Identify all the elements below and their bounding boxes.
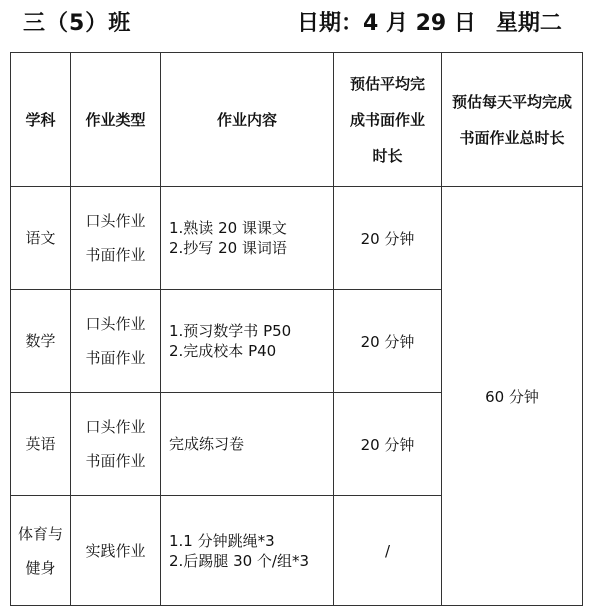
page-header [0, 6, 590, 36]
type-text: 书面作业 [85, 246, 146, 264]
subject-text: 语文 [25, 229, 56, 247]
header-content: 作业内容 [161, 53, 334, 187]
total-time-cell: 60 分钟 [442, 187, 583, 606]
subject-text: 体育与 [17, 524, 63, 543]
table-header-row [11, 53, 583, 187]
content-text: 完成练习卷 [169, 435, 245, 453]
content-text: 1.1 分钟跳绳*3 [169, 531, 275, 550]
header-est-time-line: 预估平均完 [349, 74, 425, 93]
header-est-total-line: 预估每天平均完成 [451, 92, 572, 111]
header-est-time-line: 时长 [372, 146, 403, 165]
type-cell [71, 187, 161, 290]
time-cell: 20 分钟 [334, 187, 442, 290]
time-cell: / [334, 496, 442, 606]
header-est-total [442, 53, 583, 187]
type-text: 实践作业 [85, 541, 146, 560]
type-text: 书面作业 [85, 349, 146, 367]
type-text: 口头作业 [85, 212, 146, 230]
subject-cell [11, 393, 71, 496]
type-text: 书面作业 [85, 452, 146, 470]
content-text: 2.抄写 20 课词语 [169, 239, 287, 257]
header-est-total-line: 书面作业总时长 [459, 128, 565, 147]
type-cell [71, 393, 161, 496]
subject-cell [11, 496, 71, 606]
subject-text: 健身 [25, 558, 56, 577]
subject-cell [11, 290, 71, 393]
subject-text: 英语 [25, 435, 56, 453]
type-text: 口头作业 [85, 418, 146, 436]
content-text: 2.后踢腿 30 个/组*3 [169, 551, 310, 570]
content-cell [161, 496, 334, 606]
time-cell: 20 分钟 [334, 393, 442, 496]
time-cell: 20 分钟 [334, 290, 442, 393]
date-block [297, 6, 562, 37]
content-text: 2.完成校本 P40 [169, 342, 277, 360]
subject-cell [11, 187, 71, 290]
homework-table [10, 52, 583, 606]
content-text: 1.熟读 20 课课文 [169, 219, 287, 237]
type-text: 口头作业 [85, 315, 146, 333]
subject-text: 数学 [25, 332, 56, 350]
header-type: 作业类型 [71, 53, 161, 187]
weekday-text: 星期二 [495, 11, 562, 36]
header-est-time-line: 成书面作业 [349, 110, 425, 129]
content-cell [161, 187, 334, 290]
content-cell [161, 393, 334, 496]
class-name: 三（5）班 [23, 11, 132, 36]
content-cell [161, 290, 334, 393]
header-est-time [334, 53, 442, 187]
content-text: 1.预习数学书 P50 [169, 322, 292, 340]
header-subject: 学科 [11, 53, 71, 187]
type-cell [71, 496, 161, 606]
date-text: 日期：4 月 29 日 [297, 11, 476, 36]
table-row [11, 187, 583, 290]
type-cell [71, 290, 161, 393]
